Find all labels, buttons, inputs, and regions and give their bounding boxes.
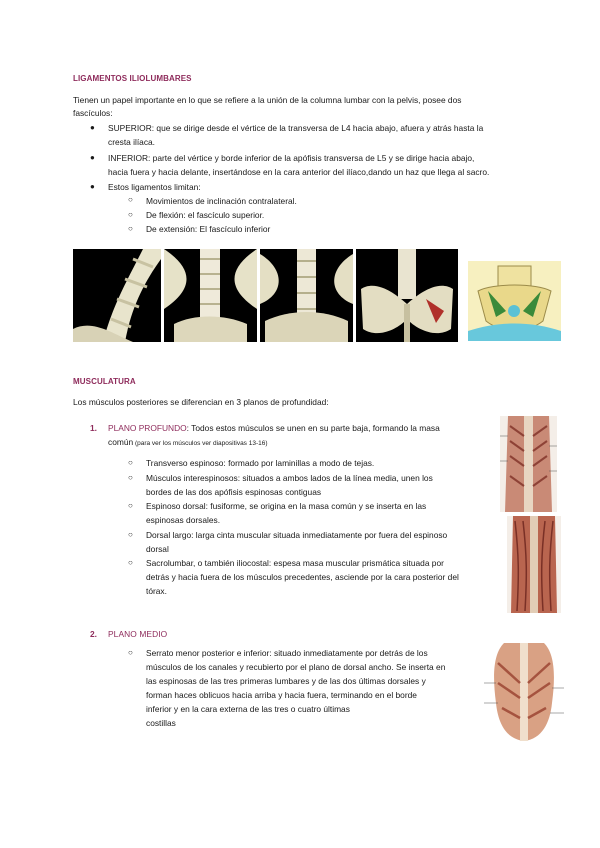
plano-profundo-desc-2: común (108, 437, 134, 447)
back-muscles-image-1 (500, 416, 557, 512)
bullet-dot: ● (90, 153, 95, 162)
spine-image-1 (73, 249, 161, 342)
serrato-line-1: Serrato menor posterior e inferior: situado inmediatamente por detrás de los (146, 648, 428, 658)
section-title-musculatura: MUSCULATURA (73, 377, 136, 386)
limit-item: De extensión: El fascículo inferior (146, 224, 271, 234)
muscle-item: Dorsal largo: larga cinta muscular situada inmediatamente por fuera del espinoso (146, 530, 448, 540)
muscle-item: Sacrolumbar, o también iliocostal: espesa masa muscular prismática situada por (146, 558, 444, 568)
limit-item: Movimientos de inclinación contralateral. (146, 196, 297, 206)
inferior-text-2: hacia fuera y hacia delante, insertándose en la cara anterior del ilíaco,dando un haz que llega al sacro. (108, 167, 490, 177)
bullet-dot: ● (90, 123, 95, 132)
muscle-item-cont: bordes de las dos apófisis espinosas contiguas (146, 487, 322, 497)
inferior-text: : parte del vértice y borde inferior de la apófisis transversa de L5 y se dirige hacia abajo, (148, 153, 475, 163)
intro-line-2: fascículos: (73, 108, 113, 118)
superior-text-2: cresta ilíaca. (108, 137, 156, 147)
sub-bullet-circle: ○ (128, 195, 133, 204)
section-number: 1. (90, 423, 97, 433)
plano-profundo-desc: : Todos estos músculos se unen en su parte baja, formando la masa (186, 423, 440, 433)
muscle-item: Espinoso dorsal: fusiforme, se origina en la masa común y se inserta en las (146, 501, 427, 511)
sub-bullet-circle: ○ (128, 530, 133, 539)
spine-image-3 (260, 249, 353, 342)
muscle-item-cont: dorsal (146, 544, 169, 554)
superior-item (108, 121, 483, 135)
serrato-line-6: costillas (146, 718, 176, 728)
bullet-dot: ● (90, 182, 95, 191)
plano-profundo-title: PLANO PROFUNDO (108, 423, 187, 433)
plano-medio-title: PLANO MEDIO (108, 629, 168, 639)
section-number: 2. (90, 629, 97, 639)
serrato-line-5: inferior y en la cara externa de las tres o cuatro últimas (146, 704, 350, 714)
intro-line-1: Tienen un papel importante en lo que se refiere a la unión de la columna lumbar con la pelvis, posee dos (73, 95, 462, 105)
plano-profundo-line-2 (108, 435, 268, 451)
muscle-item-cont: detrás y hacia fuera de los músculos precedentes, asciende por la cara posterior del (146, 572, 459, 582)
muscle-item-cont: tórax. (146, 586, 167, 596)
back-muscles-image-2 (507, 516, 561, 613)
serratus-muscle-image (484, 643, 564, 741)
slides-note: (para ver los músculos ver diapositivas 13-16) (133, 440, 268, 447)
superior-text: que se dirige desde el vértice de la transversa de L4 hacia abajo, afuera y atrás hasta la (154, 123, 484, 133)
muscle-item: Transverso espinoso: formado por laminillas a modo de tejas. (146, 458, 375, 468)
plano-profundo-line-1 (108, 421, 440, 435)
inferior-item (108, 151, 474, 165)
spine-image-2 (164, 249, 257, 342)
muscle-item: Músculos interespinosos: situados a ambos lados de la línea media, unen los (146, 473, 433, 483)
ligament-diagram-image (468, 261, 561, 341)
limits-label: Estos ligamentos limitan: (108, 182, 201, 192)
muscle-item-cont: espinosas dorsales. (146, 515, 221, 525)
serrato-line-2: músculos de los canales y recubierto por el plano de dorsal ancho. Se inserta en (146, 662, 446, 672)
superior-label: SUPERIOR: (108, 123, 155, 133)
sub-bullet-circle: ○ (128, 224, 133, 233)
sub-bullet-circle: ○ (128, 210, 133, 219)
musculatura-intro: Los músculos posteriores se diferencian en 3 planos de profundidad: (73, 397, 329, 407)
section-title-ligamentos: LIGAMENTOS ILIOLUMBARES (73, 74, 192, 83)
limit-item: De flexión: el fascículo superior. (146, 210, 265, 220)
serrato-line-3: las espinosas de las tres primeras lumbares y de las dos últimas dorsales y (146, 676, 426, 686)
spine-image-4 (356, 249, 458, 342)
sub-bullet-circle: ○ (128, 458, 133, 467)
sub-bullet-circle: ○ (128, 558, 133, 567)
sub-bullet-circle: ○ (128, 501, 133, 510)
inferior-label: INFERIOR (108, 153, 149, 163)
sub-bullet-circle: ○ (128, 648, 133, 657)
serrato-line-4: forman haces oblicuos hacia arriba y hacia fuera, terminando en el borde (146, 690, 417, 700)
sub-bullet-circle: ○ (128, 473, 133, 482)
